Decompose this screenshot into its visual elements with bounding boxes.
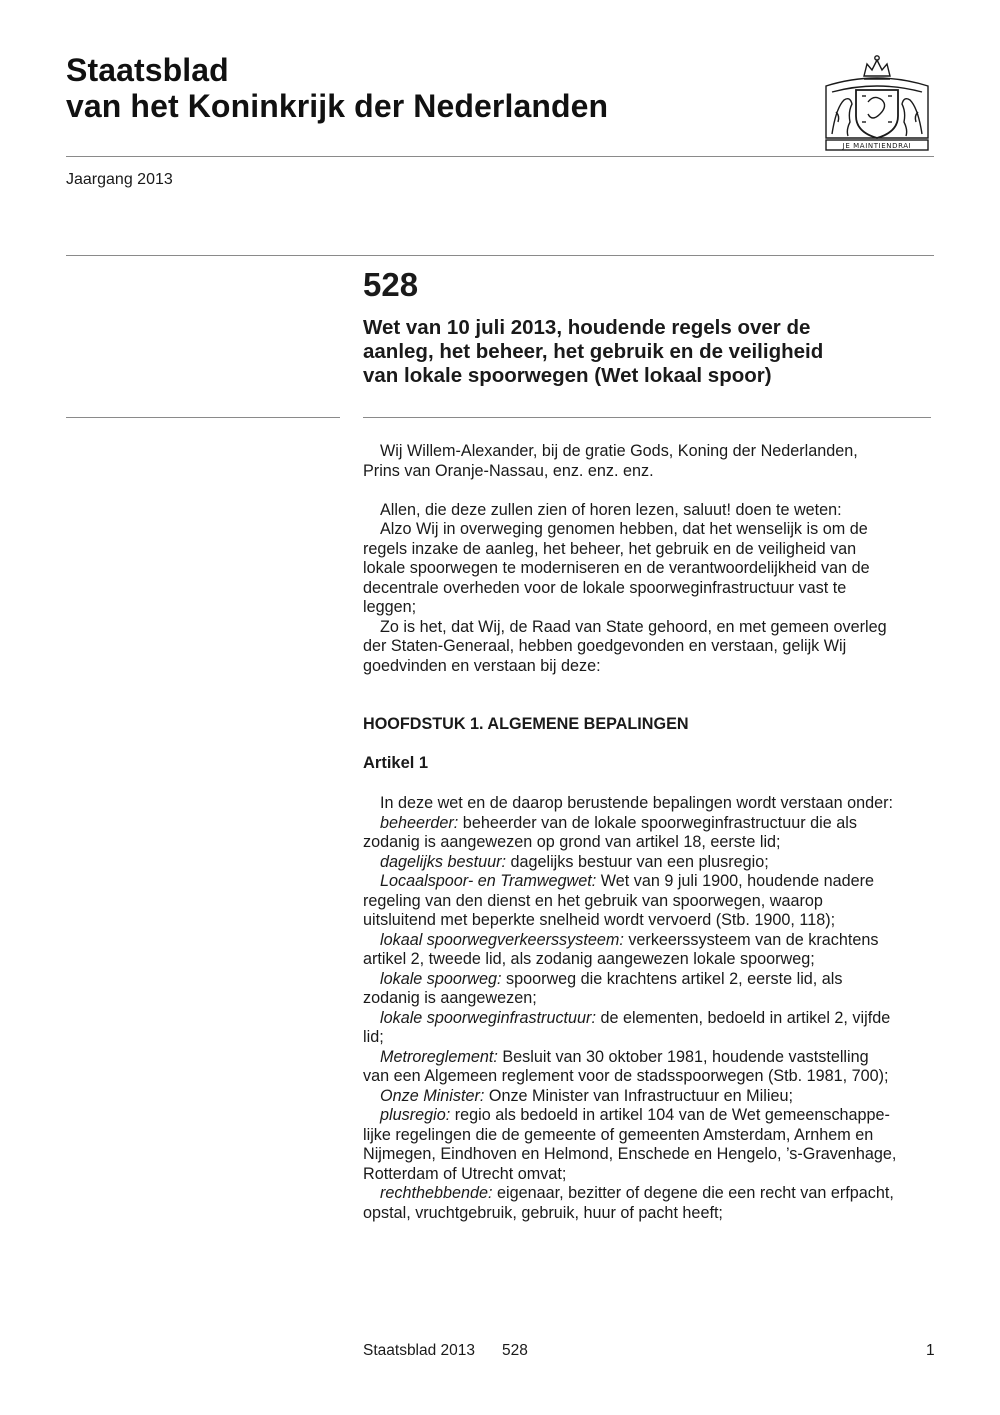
definition-term: beheerder: xyxy=(380,813,459,832)
definition-term: Metroreglement: xyxy=(380,1047,498,1066)
article-body xyxy=(363,794,938,1223)
royal-crest-logo xyxy=(818,52,936,152)
preamble-paragraph: Alzo Wij in overweging genomen hebben, dat het wenselijk is om de regels inzake de aanleg, het beheer, het gebruik en de veiligheid van lokale spoorwegen te moderniseren en de verantwoordelijkheid van de decentrale overheden voor de lokale spoorweginfrastructuur vast te leggen; xyxy=(363,520,870,616)
law-title-line: van lokale spoorwegen (Wet lokaal spoor) xyxy=(363,364,772,387)
volume-year: Jaargang 2013 xyxy=(66,171,173,188)
definition-item: beheerder: beheerder van de lokale spoorweginfrastructuur die als zodanig is aangewezen op grond van artikel 18, eerste lid; xyxy=(363,813,857,851)
law-title-line: aanleg, het beheer, het gebruik en de veiligheid xyxy=(363,340,824,363)
publication-title-line2: van het Koninkrijk der Nederlanden xyxy=(66,88,609,124)
definition-term: lokaal spoorwegverkeerssysteem: xyxy=(380,930,624,949)
definition-item: lokaal spoorwegverkeerssysteem: verkeerssysteem van de krachtens artikel 2, tweede lid, als zodanig aangewezen lokale spoorweg; xyxy=(363,930,879,968)
preamble-paragraph: Allen, die deze zullen zien of horen lezen, saluut! doen te weten: xyxy=(380,500,842,519)
page-number: 1 xyxy=(926,1342,935,1359)
definition-term: lokale spoorweginfrastructuur: xyxy=(380,1008,596,1027)
law-title-line: Wet van 10 juli 2013, houdende regels over de xyxy=(363,316,811,339)
definition-item: plusregio: regio als bedoeld in artikel 104 van de Wet gemeenschappe- lijke regelingen die de gemeente of gemeenten Amsterdam, Arnhem en Nijmegen, Eindhoven en Helmond, Enschede en Hengelo, ’s-Gravenhage, Rotterdam of Utrecht omvat; xyxy=(363,1106,897,1183)
definition-item: lokale spoorweginfrastructuur: de elementen, bedoeld in artikel 2, vijfde lid; xyxy=(363,1008,891,1046)
definition-term: lokale spoorweg: xyxy=(380,969,502,988)
law-title xyxy=(363,316,938,388)
chapter-heading: HOOFDSTUK 1. ALGEMENE BEPALINGEN xyxy=(363,715,689,733)
section-divider xyxy=(66,255,934,256)
article-intro: In deze wet en de daarop berustende bepalingen wordt verstaan onder: xyxy=(380,794,893,812)
definition-term: Locaalspoor- en Tramwegwet: xyxy=(380,872,597,890)
left-column-divider xyxy=(66,417,340,418)
right-column-divider xyxy=(363,417,931,418)
definition-term: plusregio: xyxy=(380,1106,451,1124)
footer-publication: Staatsblad 2013 xyxy=(363,1342,476,1359)
preamble-paragraph: Wij Willem-Alexander, bij de gratie Gods, Koning der Nederlanden, Prins van Oranje-Nassau, enz. enz. enz. xyxy=(363,442,858,480)
definition-item: lokale spoorweg: spoorweg die krachtens artikel 2, eerste lid, als zodanig is aangewezen; xyxy=(363,969,843,1007)
article-heading: Artikel 1 xyxy=(363,754,429,772)
publication-title-line1: Staatsblad xyxy=(66,52,229,88)
definition-term: rechthebbende: xyxy=(380,1184,493,1202)
definition-term: Onze Minister: xyxy=(380,1086,485,1105)
definition-item: rechthebbende: eigenaar, bezitter of degene die een recht van erfpacht, opstal, vruchtgebruik, gebruik, huur of pacht heeft; xyxy=(363,1184,894,1222)
definition-item: Metroreglement: Besluit van 30 oktober 1981, houdende vaststelling van een Algemeen reglement voor de stadsspoorwegen (Stb. 1981, 700); xyxy=(363,1047,889,1085)
definition-item: Onze Minister: Onze Minister van Infrastructuur en Milieu; xyxy=(380,1086,793,1105)
definition-item: dagelijks bestuur: dagelijks bestuur van een plusregio; xyxy=(380,852,769,871)
preamble-paragraph: Zo is het, dat Wij, de Raad van State gehoord, en met gemeen overleg der Staten-Generaal, hebben goedgevonden en verstaan, gelijk Wij goedvinden en verstaan bij deze: xyxy=(363,617,887,675)
definition-item: Locaalspoor- en Tramwegwet: Wet van 9 juli 1900, houdende nadere regeling van den dienst en het gebruik van spoorwegen, waarop uitsluitend met beperkte snelheid wordt vervoerd (Stb. 1900, 118); xyxy=(363,872,875,929)
footer-number: 528 xyxy=(502,1342,528,1359)
definition-term: dagelijks bestuur: xyxy=(380,852,506,871)
svg-text:JE MAINTIENDRAI: JE MAINTIENDRAI xyxy=(842,142,912,151)
preamble xyxy=(363,442,938,676)
header-divider xyxy=(66,156,934,157)
law-number: 528 xyxy=(363,266,419,303)
